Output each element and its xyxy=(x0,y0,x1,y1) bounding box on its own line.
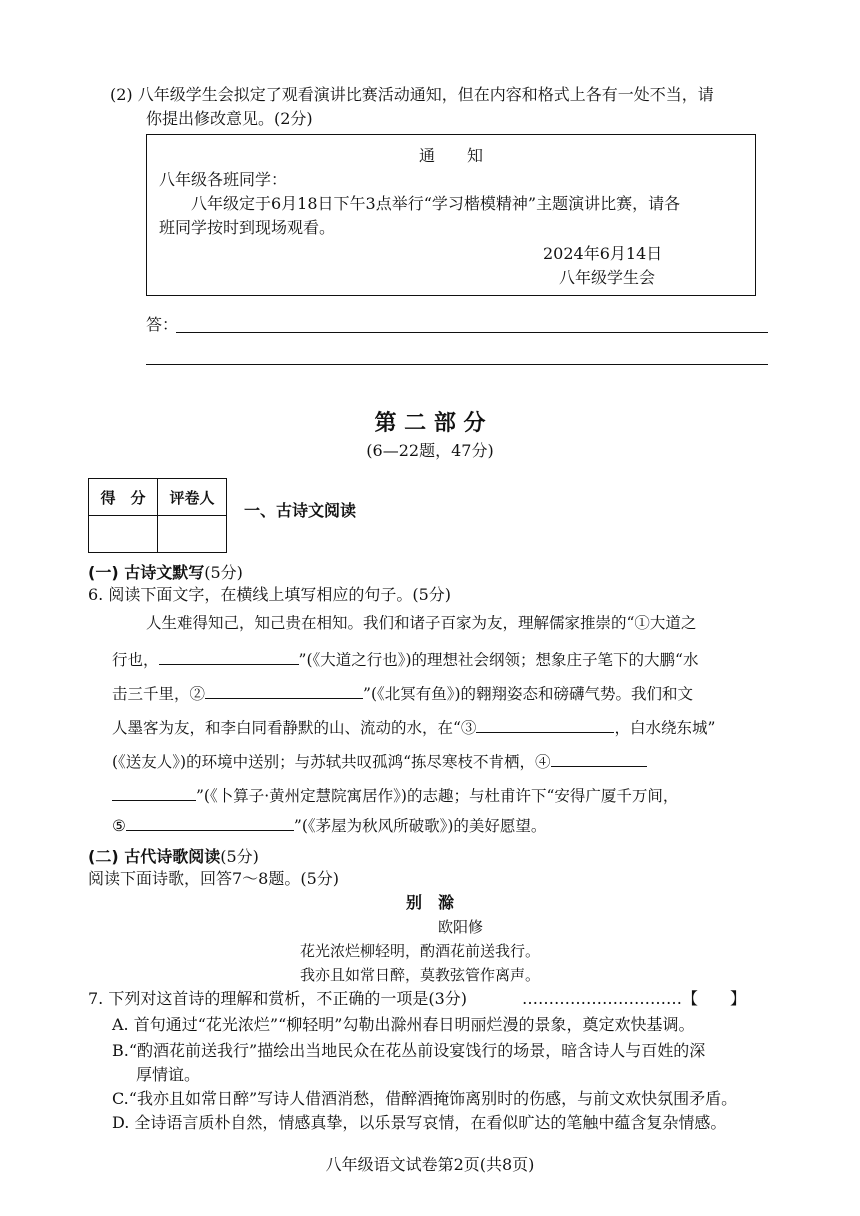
sub2-points: (5分) xyxy=(220,847,259,866)
answer-line-1[interactable] xyxy=(176,332,768,333)
sub1-heading: (一) 古诗文默写 xyxy=(88,563,205,582)
notice-signature: 八年级学生会 xyxy=(559,268,656,287)
answer-line-2[interactable] xyxy=(146,364,768,365)
q6-line4-b: ，白水绕东城” xyxy=(614,719,716,737)
grader-header: 评卷人 xyxy=(158,479,227,516)
notice-box xyxy=(146,134,756,296)
notice-body-line1: 八年级定于6月18日下午3点举行“学习楷模精神”主题演讲比赛，请各 xyxy=(191,194,681,213)
notice-salutation: 八年级各班同学： xyxy=(159,170,288,189)
poem-line-1: 花光浓烂柳轻明，酌酒花前送我行。 xyxy=(300,942,541,960)
q6-line3-b: ”(《北冥有鱼》)的翱翔姿态和磅礴气势。我们和文 xyxy=(363,685,694,703)
notice-title: 通 知 xyxy=(418,146,483,165)
poem-intro: 阅读下面诗歌，回答7～8题。(5分) xyxy=(88,869,340,888)
sub2-heading-row xyxy=(88,846,259,868)
q7-option-b-line2: 厚情谊。 xyxy=(136,1065,201,1084)
q7-option-b-line1[interactable]: B.“酌酒花前送我行”描绘出当地民众在花丛前设宴饯行的场景，暗含诗人与百姓的深 xyxy=(112,1041,706,1060)
answer-label: 答： xyxy=(146,315,179,334)
grader-cell[interactable] xyxy=(158,516,227,553)
q6-line3-a: 击三千里，② xyxy=(112,685,206,703)
blank-3[interactable] xyxy=(476,714,614,733)
blank-5[interactable] xyxy=(126,812,294,831)
q6-line1: 人生难得知己，知己贵在相知。我们和诸子百家为友，理解儒家推崇的“①大道之 xyxy=(146,614,697,632)
part2-subtitle: (6—22题，47分) xyxy=(366,441,494,460)
q6-line4-a: 人墨客为友，和李白同看静默的山、流动的水，在“③ xyxy=(112,719,477,737)
notice-body-line2: 班同学按时到现场观看。 xyxy=(159,218,336,237)
section1-title: 一、古诗文阅读 xyxy=(244,501,357,520)
q6-line7-a: ⑤ xyxy=(112,817,126,835)
blank-4a[interactable] xyxy=(551,748,647,767)
page-footer: 八年级语文试卷第2页(共8页) xyxy=(325,1155,535,1174)
part2-title: 第 二 部 分 xyxy=(374,411,486,436)
q7-stem: 7. 下列对这首诗的理解和赏析，不正确的一项是(3分) xyxy=(88,989,468,1008)
q6-line3 xyxy=(112,680,693,705)
q6-line6-b: ”(《卜算子·黄州定慧院寓居作》)的志趣；与杜甫许下“安得广厦千万间， xyxy=(196,787,679,805)
blank-2[interactable] xyxy=(205,680,363,699)
q6-stem: 6. 阅读下面文字，在横线上填写相应的句子。(5分) xyxy=(88,585,452,604)
sub1-points: (5分) xyxy=(204,563,243,582)
sub1-heading-row xyxy=(88,562,243,584)
poem-title: 别 滁 xyxy=(405,893,454,912)
q5-2-line2: 你提出修改意见。(2分) xyxy=(146,109,313,128)
score-header: 得 分 xyxy=(89,479,158,516)
q6-line5 xyxy=(112,748,647,773)
q7-option-d[interactable]: D. 全诗语言质朴自然，情感真挚，以乐景写哀情，在看似旷达的笔触中蕴含复杂情感。 xyxy=(112,1113,727,1132)
q6-line2-a: 行也， xyxy=(112,651,159,669)
q6-line4 xyxy=(112,714,715,739)
sub2-heading: (二) 古代诗歌阅读 xyxy=(88,847,221,866)
blank-1[interactable] xyxy=(159,646,299,665)
q7-option-c[interactable]: C.“我亦且如常日醉”写诗人借酒消愁，借醉酒掩饰离别时的伤感，与前文欢快氛围矛盾。 xyxy=(112,1089,738,1108)
q6-line2 xyxy=(112,646,698,671)
poem-line-2: 我亦且如常日醉，莫教弦管作离声。 xyxy=(300,966,541,984)
score-table xyxy=(88,478,227,553)
q7-option-a[interactable]: A. 首句通过“花光浓烂”“柳轻明”勾勒出滁州春日明丽烂漫的景象，奠定欢快基调。 xyxy=(112,1015,695,1034)
poem-author: 欧阳修 xyxy=(438,918,484,936)
q6-line2-b: ”(《大道之行也》)的理想社会纲领；想象庄子笔下的大鹏“水 xyxy=(298,651,699,669)
score-cell[interactable] xyxy=(89,516,158,553)
notice-date: 2024年6月14日 xyxy=(543,244,663,263)
q7-answer-bracket[interactable]: …………………………【 】 xyxy=(522,989,747,1008)
q6-line7 xyxy=(112,812,546,837)
q6-line6 xyxy=(112,782,678,807)
q6-line5-a: (《送友人》)的环境中送别；与苏轼共叹孤鸿“拣尽寒枝不肯栖，④ xyxy=(112,753,551,771)
q6-line7-b: ”(《茅屋为秋风所破歌》)的美好愿望。 xyxy=(293,817,547,835)
blank-4b[interactable] xyxy=(112,782,196,801)
q5-2-line1: (2) 八年级学生会拟定了观看演讲比赛活动通知，但在内容和格式上各有一处不当，请 xyxy=(110,85,714,104)
